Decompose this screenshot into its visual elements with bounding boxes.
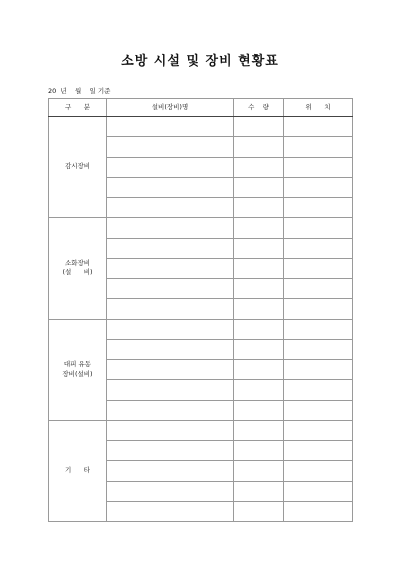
equipment-name-cell[interactable] — [107, 319, 234, 339]
quantity-cell[interactable] — [234, 339, 284, 359]
location-cell[interactable] — [284, 157, 353, 177]
quantity-cell[interactable] — [234, 481, 284, 501]
location-cell[interactable] — [284, 218, 353, 238]
category-cell: 대피 유동 장비(설비) — [49, 319, 107, 420]
quantity-cell[interactable] — [234, 299, 284, 319]
header-location: 위 치 — [284, 99, 353, 117]
quantity-cell[interactable] — [234, 137, 284, 157]
location-cell[interactable] — [284, 177, 353, 197]
header-category: 구 분 — [49, 99, 107, 117]
header-equipment-name: 설비(장비)명 — [107, 99, 234, 117]
location-cell[interactable] — [284, 461, 353, 481]
equipment-name-cell[interactable] — [107, 441, 234, 461]
location-cell[interactable] — [284, 198, 353, 218]
quantity-cell[interactable] — [234, 420, 284, 440]
equipment-name-cell[interactable] — [107, 481, 234, 501]
equipment-name-cell[interactable] — [107, 117, 234, 137]
quantity-cell[interactable] — [234, 360, 284, 380]
table-body — [49, 117, 353, 522]
equipment-name-cell[interactable] — [107, 218, 234, 238]
location-cell[interactable] — [284, 137, 353, 157]
location-cell[interactable] — [284, 420, 353, 440]
quantity-cell[interactable] — [234, 380, 284, 400]
location-cell[interactable] — [284, 299, 353, 319]
location-cell[interactable] — [284, 360, 353, 380]
equipment-name-cell[interactable] — [107, 299, 234, 319]
location-cell[interactable] — [284, 380, 353, 400]
quantity-cell[interactable] — [234, 218, 284, 238]
equipment-name-cell[interactable] — [107, 198, 234, 218]
quantity-cell[interactable] — [234, 157, 284, 177]
quantity-cell[interactable] — [234, 279, 284, 299]
category-cell: 소화장비 (설 비) — [49, 218, 107, 319]
equipment-name-cell[interactable] — [107, 157, 234, 177]
equipment-name-cell[interactable] — [107, 339, 234, 359]
quantity-cell[interactable] — [234, 117, 284, 137]
document-title: 소방 시설 및 장비 현황표 — [121, 54, 279, 69]
location-cell[interactable] — [284, 501, 353, 521]
location-cell[interactable] — [284, 339, 353, 359]
quantity-cell[interactable] — [234, 319, 284, 339]
equipment-name-cell[interactable] — [107, 137, 234, 157]
location-cell[interactable] — [284, 319, 353, 339]
facility-equipment-table — [48, 98, 353, 522]
table-row — [49, 218, 353, 238]
table-row — [49, 420, 353, 440]
equipment-name-cell[interactable] — [107, 420, 234, 440]
location-cell[interactable] — [284, 279, 353, 299]
location-cell[interactable] — [284, 258, 353, 278]
quantity-cell[interactable] — [234, 258, 284, 278]
table-header-row — [49, 99, 353, 117]
quantity-cell[interactable] — [234, 198, 284, 218]
quantity-cell[interactable] — [234, 441, 284, 461]
table-row — [49, 319, 353, 339]
quantity-cell[interactable] — [234, 238, 284, 258]
equipment-name-cell[interactable] — [107, 258, 234, 278]
table-row — [49, 117, 353, 137]
quantity-cell[interactable] — [234, 177, 284, 197]
quantity-cell[interactable] — [234, 501, 284, 521]
equipment-name-cell[interactable] — [107, 501, 234, 521]
category-cell: 감시장비 — [49, 117, 107, 218]
equipment-name-cell[interactable] — [107, 177, 234, 197]
reference-date-line: 20 년 월 일 기준 — [48, 87, 111, 95]
location-cell[interactable] — [284, 441, 353, 461]
location-cell[interactable] — [284, 481, 353, 501]
quantity-cell[interactable] — [234, 461, 284, 481]
location-cell[interactable] — [284, 400, 353, 420]
equipment-name-cell[interactable] — [107, 238, 234, 258]
header-quantity: 수 량 — [234, 99, 284, 117]
equipment-name-cell[interactable] — [107, 360, 234, 380]
equipment-name-cell[interactable] — [107, 400, 234, 420]
equipment-name-cell[interactable] — [107, 461, 234, 481]
location-cell[interactable] — [284, 238, 353, 258]
category-cell: 기 타 — [49, 420, 107, 521]
location-cell[interactable] — [284, 117, 353, 137]
equipment-name-cell[interactable] — [107, 380, 234, 400]
equipment-name-cell[interactable] — [107, 279, 234, 299]
quantity-cell[interactable] — [234, 400, 284, 420]
